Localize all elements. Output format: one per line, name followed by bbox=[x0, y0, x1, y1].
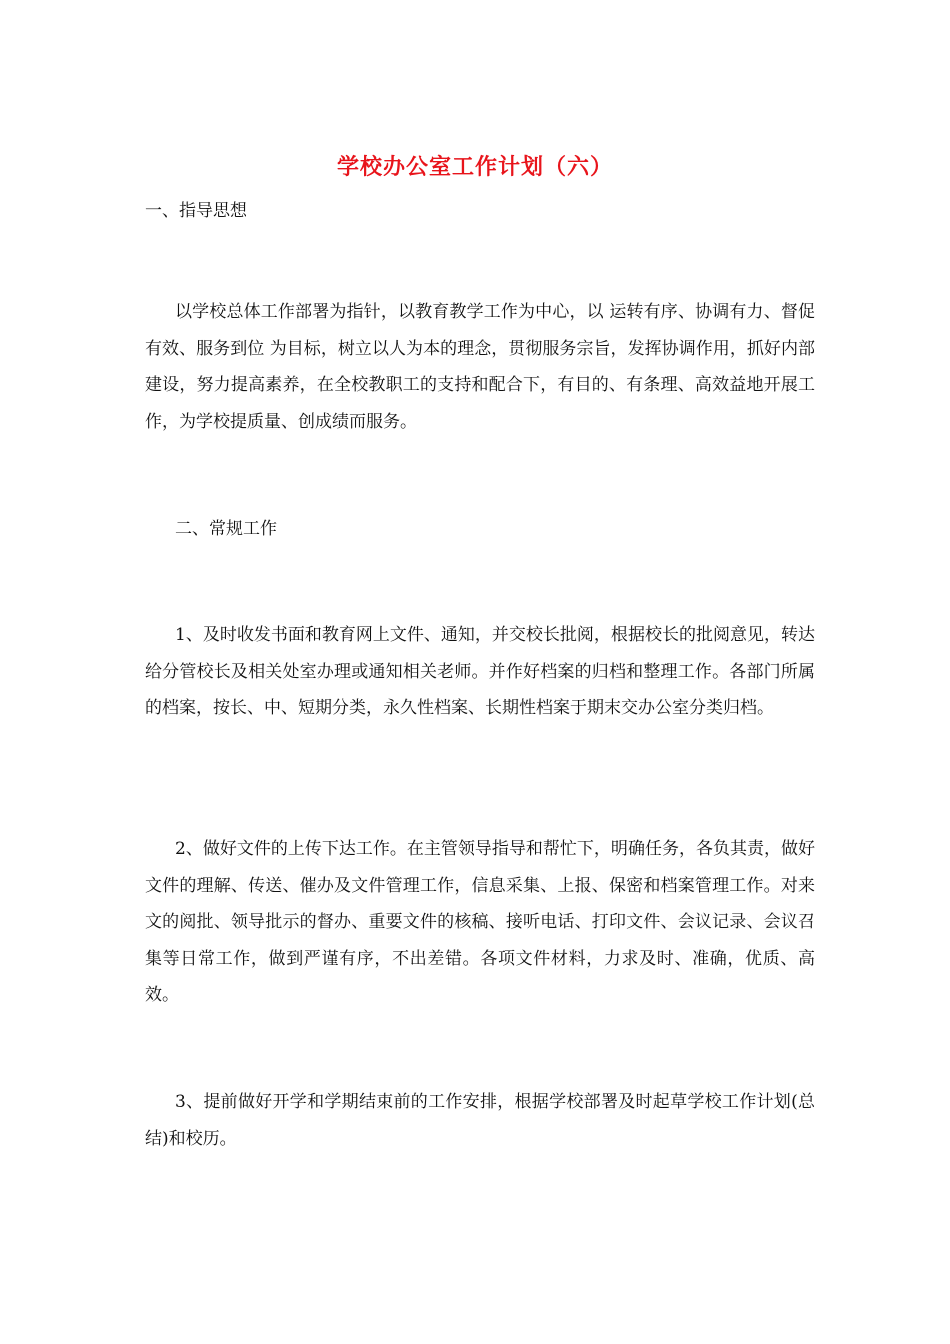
paragraph-item-1: 1、及时收发书面和教育网上文件、通知，并交校长批阅，根据校长的批阅意见，转达给分管校长及相关处室办理或通知相关老师。并作好档案的归档和整理工作。各部门所属的档案，按长、中、短期分类，永久性档案、长期性档案于期末交办公室分类归档。 bbox=[145, 625, 815, 718]
paragraph-item-3: 3、提前做好开学和学期结束前的工作安排，根据学校部署及时起草学校工作计划(总结)和校历。 bbox=[145, 1092, 815, 1149]
section-heading-guiding-ideology: 一、指导思想 bbox=[145, 201, 247, 221]
paragraph-item-2: 2、做好文件的上传下达工作。在主管领导指导和帮忙下，明确任务，各负其责，做好文件的理解、传送、催办及文件管理工作，信息采集、上报、保密和档案管理工作。对来文的阅批、领导批示的督办、重要文件的核稿、接听电话、打印文件、会议记录、会议召集等日常工作，做到严谨有序，不出差错。各项文件材料，力求及时、准确，优质、高效。 bbox=[145, 839, 815, 1005]
document-title: 学校办公室工作计划（六） bbox=[336, 155, 613, 180]
section-heading-routine-work: 二、常规工作 bbox=[175, 519, 277, 539]
paragraph-guiding-ideology: 以学校总体工作部署为指针，以教育教学工作为中心，以 运转有序、协调有力、督促有效、服务到位 为目标，树立以人为本的理念，贯彻服务宗旨，发挥协调作用，抓好内部建设，努力提高素养，在全校教职工的支持和配合下，有目的、有条理、高效益地开展工作，为学校提质量、创成绩而服务。 bbox=[145, 302, 815, 432]
